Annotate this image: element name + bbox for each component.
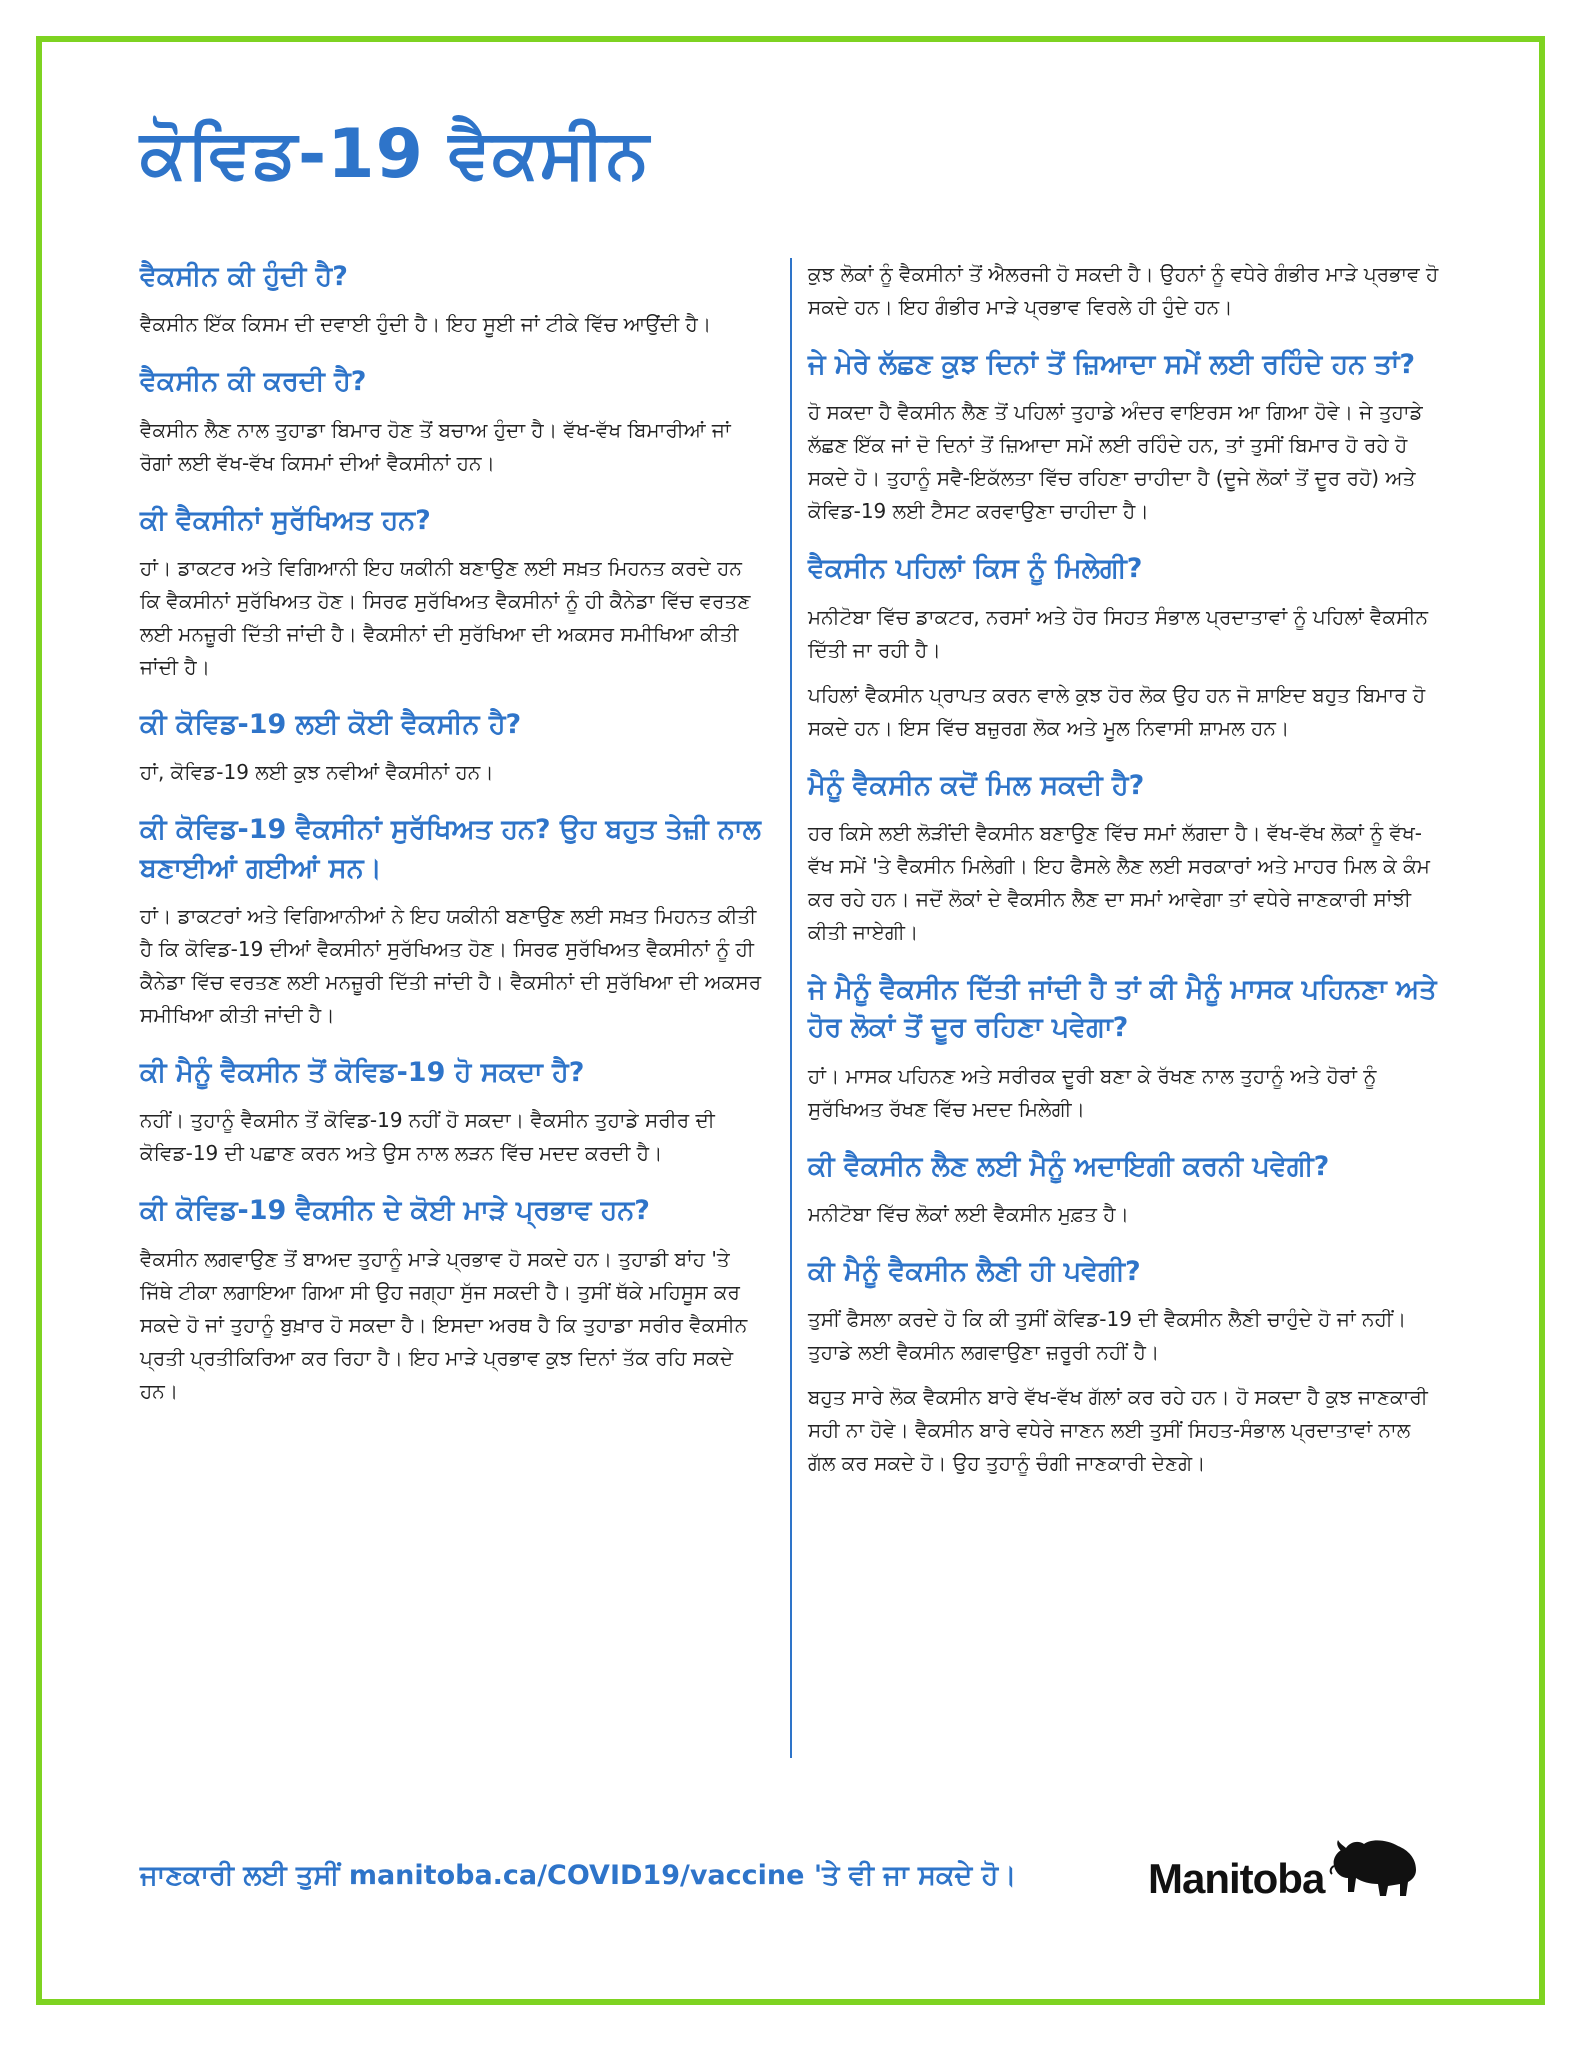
faq-answer: ਹਾਂ। ਡਾਕਟਰਾਂ ਅਤੇ ਵਿਗਿਆਨੀਆਂ ਨੇ ਇਹ ਯਕੀਨੀ ਬਣਾਉਣ ਲਈ ਸਖ਼ਤ ਮਿਹਨਤ ਕੀਤੀ ਹੈ ਕਿ ਕੋਵਿਡ-19 ਦੀਆਂ ਵੈਕਸੀਨਾਂ ਸੁਰੱਖਿਅਤ ਹੋਣ। ਸਿਰਫ ਸੁਰੱਖਿਅਤ ਵੈਕਸੀਨਾਂ ਨੂੰ ਹੀ ਕੈਨੇਡਾ ਵਿੱਚ ਵਰਤਣ ਲਈ ਮਨਜ਼ੂਰੀ ਦਿੱਤੀ ਜਾਂਦੀ ਹੈ। ਵੈਕਸੀਨਾਂ ਦੀ ਸੁਰੱਖਿਆ ਦੀ ਅਕਸਰ ਸਮੀਖਿਆ ਕੀਤੀ ਜਾਂਦੀ ਹੈ। — [140, 903, 762, 1027]
faq-question: ਜੇ ਮੈਨੂੰ ਵੈਕਸੀਨ ਦਿੱਤੀ ਜਾਂਦੀ ਹੈ ਤਾਂ ਕੀ ਮੈਨੂੰ ਮਾਸਕ ਪਹਿਨਣਾ ਅਤੇ ਹੋਰ ਲੋਕਾਂ ਤੋਂ ਦੂਰ ਰਹਿਣਾ ਪਵੇਗਾ? — [808, 973, 1437, 1044]
faq-answer: ਨਹੀਂ। ਤੁਹਾਨੂੰ ਵੈਕਸੀਨ ਤੋਂ ਕੋਵਿਡ-19 ਨਹੀਂ ਹੋ ਸਕਦਾ। ਵੈਕਸੀਨ ਤੁਹਾਡੇ ਸਰੀਰ ਦੀ ਕੋਵਿਡ-19 ਦੀ ਪਛਾਣ ਕਰਨ ਅਤੇ ਉਸ ਨਾਲ ਲੜਨ ਵਿੱਚ ਮਦਦ ਕਰਦੀ ਹੈ। — [140, 1108, 715, 1166]
page-title: ਕੋਵਿਡ-19 ਵੈਕਸੀਨ — [140, 115, 650, 194]
faq-answer: ਬਹੁਤ ਸਾਰੇ ਲੋਕ ਵੈਕਸੀਨ ਬਾਰੇ ਵੱਖ-ਵੱਖ ਗੱਲਾਂ ਕਰ ਰਹੇ ਹਨ। ਹੋ ਸਕਦਾ ਹੈ ਕੁਝ ਜਾਣਕਾਰੀ ਸਹੀ ਨਾ ਹੋਵੇ। ਵੈਕਸੀਨ ਬਾਰੇ ਵਧੇਰੇ ਜਾਣਨ ਲਈ ਤੁਸੀਂ ਸਿਹਤ-ਸੰਭਾਲ ਪ੍ਰਦਾਤਾਵਾਂ ਨਾਲ ਗੱਲ ਕਰ ਸਕਦੇ ਹੋ। ਉਹ ਤੁਹਾਨੂੰ ਚੰਗੀ ਜਾਣਕਾਰੀ ਦੇਣਗੇ। — [808, 1385, 1428, 1476]
faq-question: ਜੇ ਮੇਰੇ ਲੱਛਣ ਕੁਝ ਦਿਨਾਂ ਤੋਂ ਜ਼ਿਆਦਾ ਸਮੇਂ ਲਈ ਰਹਿੰਦੇ ਹਨ ਤਾਂ? — [808, 349, 1416, 380]
faq-answer: ਮਨੀਟੋਬਾ ਵਿੱਚ ਡਾਕਟਰ, ਨਰਸਾਂ ਅਤੇ ਹੋਰ ਸਿਹਤ ਸੰਭਾਲ ਪ੍ਰਦਾਤਾਵਾਂ ਨੂੰ ਪਹਿਲਾਂ ਵੈਕਸੀਨ ਦਿੱਤੀ ਜਾ ਰਹੀ ਹੈ। — [808, 604, 1428, 662]
faq-section — [140, 363, 768, 479]
faq-section — [140, 1192, 768, 1407]
logo-wordmark: Manitoba — [1148, 1855, 1325, 1902]
faq-section — [140, 706, 768, 789]
faq-section — [140, 1054, 768, 1170]
faq-answer: ਮਨੀਟੋਬਾ ਵਿੱਚ ਲੋਕਾਂ ਲਈ ਵੈਕਸੀਨ ਮੁਫ਼ਤ ਹੈ। — [808, 1201, 1130, 1226]
faq-section — [140, 811, 768, 1032]
faq-section — [808, 767, 1440, 949]
faq-section — [808, 258, 1440, 324]
faq-question: ਕੀ ਕੋਵਿਡ-19 ਲਈ ਕੋਈ ਵੈਕਸੀਨ ਹੈ? — [140, 708, 522, 740]
faq-question: ਕੀ ਵੈਕਸੀਨ ਲੈਣ ਲਈ ਮੈਨੂੰ ਅਦਾਇਗੀ ਕਰਨੀ ਪਵੇਗੀ? — [808, 1150, 1330, 1182]
faq-question: ਵੈਕਸੀਨ ਪਹਿਲਾਂ ਕਿਸ ਨੂੰ ਮਿਲੇਗੀ? — [808, 553, 1143, 585]
faq-section — [140, 502, 768, 684]
faq-question: ਕੀ ਮੈਨੂੰ ਵੈਕਸੀਨ ਤੋਂ ਕੋਵਿਡ-19 ਹੋ ਸਕਦਾ ਹੈ? — [140, 1056, 585, 1088]
left-column — [140, 258, 768, 1430]
manitoba-logo — [1148, 1836, 1420, 1900]
faq-answer: ਹਾਂ, ਕੋਵਿਡ-19 ਲਈ ਕੁਝ ਨਵੀਆਂ ਵੈਕਸੀਨਾਂ ਹਨ। — [140, 760, 494, 785]
faq-question: ਕੀ ਕੋਵਿਡ-19 ਵੈਕਸੀਨ ਦੇ ਕੋਈ ਮਾੜੇ ਪ੍ਰਭਾਵ ਹਨ? — [140, 1195, 650, 1227]
column-divider — [790, 258, 792, 1758]
bison-icon — [1328, 1836, 1420, 1900]
faq-question: ਕੀ ਕੋਵਿਡ-19 ਵੈਕਸੀਨਾਂ ਸੁਰੱਖਿਅਤ ਹਨ? ਉਹ ਬਹੁਤ ਤੇਜ਼ੀ ਨਾਲ ਬਣਾਈਆਂ ਗਈਆਂ ਸਨ। — [140, 814, 761, 884]
faq-answer: ਹੋ ਸਕਦਾ ਹੈ ਵੈਕਸੀਨ ਲੈਣ ਤੋਂ ਪਹਿਲਾਂ ਤੁਹਾਡੇ ਅੰਦਰ ਵਾਇਰਸ ਆ ਗਿਆ ਹੋਵੇ। ਜੇ ਤੁਹਾਡੇ ਲੱਛਣ ਇੱਕ ਜਾਂ ਦੋ ਦਿਨਾਂ ਤੋਂ ਜ਼ਿਆਦਾ ਸਮੇਂ ਲਈ ਰਹਿੰਦੇ ਹਨ, ਤਾਂ ਤੁਸੀਂ ਬਿਮਾਰ ਹੋ ਰਹੇ ਹੋ ਸਕਦੇ ਹੋ। ਤੁਹਾਨੂੰ ਸਵੈ-ਇਕੱਲਤਾ ਵਿੱਚ ਰਹਿਣਾ ਚਾਹੀਦਾ ਹੈ (ਦੂਜੇ ਲੋਕਾਂ ਤੋਂ ਦੂਰ ਰਹੋ) ਅਤੇ ਕੋਵਿਡ-19 ਲਈ ਟੈਸਟ ਕਰਵਾਉਣਾ ਚਾਹੀਦਾ ਹੈ। — [808, 400, 1423, 524]
faq-question: ਮੈਨੂੰ ਵੈਕਸੀਨ ਕਦੋਂ ਮਿਲ ਸਕਦੀ ਹੈ? — [808, 769, 1145, 801]
faq-section — [808, 1148, 1440, 1231]
faq-question: ਵੈਕਸੀਨ ਕੀ ਕਰਦੀ ਹੈ? — [140, 366, 367, 398]
faq-answer: ਵੈਕਸੀਨ ਲਗਵਾਉਣ ਤੋਂ ਬਾਅਦ ਤੁਹਾਨੂੰ ਮਾੜੇ ਪ੍ਰਭਾਵ ਹੋ ਸਕਦੇ ਹਨ। ਤੁਹਾਡੀ ਬਾਂਹ 'ਤੇ ਜਿੱਥੇ ਟੀਕਾ ਲਗਾਇਆ ਗਿਆ ਸੀ ਉਹ ਜਗ੍ਹਾ ਸੁੱਜ ਸਕਦੀ ਹੈ। ਤੁਸੀਂ ਥੱਕੇ ਮਹਿਸੂਸ ਕਰ ਸਕਦੇ ਹੋ ਜਾਂ ਤੁਹਾਨੂੰ ਬੁਖ਼ਾਰ ਹੋ ਸਕਦਾ ਹੈ। ਇਸਦਾ ਅਰਥ ਹੈ ਕਿ ਤੁਹਾਡਾ ਸਰੀਰ ਵੈਕਸੀਨ ਪ੍ਰਤੀ ਪ੍ਰਤੀਕਿਰਿਆ ਕਰ ਰਿਹਾ ਹੈ। ਇਹ ਮਾੜੇ ਪ੍ਰਭਾਵ ਕੁਝ ਦਿਨਾਂ ਤੱਕ ਰਹਿ ਸਕਦੇ ਹਨ। — [140, 1246, 748, 1403]
faq-answer: ਵੈਕਸੀਨ ਇੱਕ ਕਿਸਮ ਦੀ ਦਵਾਈ ਹੁੰਦੀ ਹੈ। ਇਹ ਸੂਈ ਜਾਂ ਟੀਕੇ ਵਿੱਚ ਆਉਂਦੀ ਹੈ। — [140, 312, 712, 337]
faq-answer: ਵੈਕਸੀਨ ਲੈਣ ਨਾਲ ਤੁਹਾਡਾ ਬਿਮਾਰ ਹੋਣ ਤੋਂ ਬਚਾਅ ਹੁੰਦਾ ਹੈ। ਵੱਖ-ਵੱਖ ਬਿਮਾਰੀਆਂ ਜਾਂ ਰੋਗਾਂ ਲਈ ਵੱਖ-ਵੱਖ ਕਿਸਮਾਂ ਦੀਆਂ ਵੈਕਸੀਨਾਂ ਹਨ। — [140, 417, 731, 475]
faq-section — [140, 258, 768, 341]
faq-answer: ਹਾਂ। ਡਾਕਟਰ ਅਤੇ ਵਿਗਿਆਨੀ ਇਹ ਯਕੀਨੀ ਬਣਾਉਣ ਲਈ ਸਖ਼ਤ ਮਿਹਨਤ ਕਰਦੇ ਹਨ ਕਿ ਵੈਕਸੀਨਾਂ ਸੁਰੱਖਿਅਤ ਹੋਣ। ਸਿਰਫ ਸੁਰੱਖਿਅਤ ਵੈਕਸੀਨਾਂ ਨੂੰ ਹੀ ਕੈਨੇਡਾ ਵਿੱਚ ਵਰਤਣ ਲਈ ਮਨਜ਼ੂਰੀ ਦਿੱਤੀ ਜਾਂਦੀ ਹੈ। ਵੈਕਸੀਨਾਂ ਦੀ ਸੁਰੱਖਿਆ ਦੀ ਅਕਸਰ ਸਮੀਖਿਆ ਕੀਤੀ ਜਾਂਦੀ ਹੈ। — [140, 555, 751, 679]
faq-answer: ਪਹਿਲਾਂ ਵੈਕਸੀਨ ਪ੍ਰਾਪਤ ਕਰਨ ਵਾਲੇ ਕੁਝ ਹੋਰ ਲੋਕ ਉਹ ਹਨ ਜੋ ਸ਼ਾਇਦ ਬਹੁਤ ਬਿਮਾਰ ਹੋ ਸਕਦੇ ਹਨ। ਇਸ ਵਿੱਚ ਬਜ਼ੁਰਗ ਲੋਕ ਅਤੇ ਮੂਲ ਨਿਵਾਸੀ ਸ਼ਾਮਲ ਹਨ। — [808, 682, 1426, 740]
faq-answer: ਹਰ ਕਿਸੇ ਲਈ ਲੋੜੀਂਦੀ ਵੈਕਸੀਨ ਬਣਾਉਣ ਵਿੱਚ ਸਮਾਂ ਲੱਗਦਾ ਹੈ। ਵੱਖ-ਵੱਖ ਲੋਕਾਂ ਨੂੰ ਵੱਖ-ਵੱਖ ਸਮੇਂ 'ਤੇ ਵੈਕਸੀਨ ਮਿਲੇਗੀ। ਇਹ ਫੈਸਲੇ ਲੈਣ ਲਈ ਸਰਕਾਰਾਂ ਅਤੇ ਮਾਹਰ ਮਿਲ ਕੇ ਕੰਮ ਕਰ ਰਹੇ ਹਨ। ਜਦੋਂ ਲੋਕਾਂ ਦੇ ਵੈਕਸੀਨ ਲੈਣ ਦਾ ਸਮਾਂ ਆਵੇਗਾ ਤਾਂ ਵਧੇਰੇ ਜਾਣਕਾਰੀ ਸਾਂਝੀ ਕੀਤੀ ਜਾਏਗੀ। — [808, 820, 1430, 944]
faq-section — [808, 346, 1440, 528]
faq-answer: ਹਾਂ। ਮਾਸਕ ਪਹਿਨਣ ਅਤੇ ਸਰੀਰਕ ਦੂਰੀ ਬਣਾ ਕੇ ਰੱਖਣ ਨਾਲ ਤੁਹਾਨੂੰ ਅਤੇ ਹੋਰਾਂ ਨੂੰ ਸੁਰੱਖਿਅਤ ਰੱਖਣ ਵਿੱਚ ਮਦਦ ਮਿਲੇਗੀ। — [808, 1063, 1377, 1121]
faq-section — [808, 1253, 1440, 1480]
faq-answer: ਕੁਝ ਲੋਕਾਂ ਨੂੰ ਵੈਕਸੀਨਾਂ ਤੋਂ ਐਲਰਜੀ ਹੋ ਸਕਦੀ ਹੈ। ਉਹਨਾਂ ਨੂੰ ਵਧੇਰੇ ਗੰਭੀਰ ਮਾੜੇ ਪ੍ਰਭਾਵ ਹੋ ਸਕਦੇ ਹਨ। ਇਹ ਗੰਭੀਰ ਮਾੜੇ ਪ੍ਰਭਾਵ ਵਿਰਲੇ ਹੀ ਹੁੰਦੇ ਹਨ। — [808, 262, 1439, 319]
faq-section — [808, 971, 1440, 1126]
faq-question: ਕੀ ਮੈਨੂੰ ਵੈਕਸੀਨ ਲੈਣੀ ਹੀ ਪਵੇਗੀ? — [808, 1255, 1141, 1287]
faq-question: ਕੀ ਵੈਕਸੀਨਾਂ ਸੁਰੱਖਿਅਤ ਹਨ? — [140, 504, 431, 536]
footer-text: ਜਾਣਕਾਰੀ ਲਈ ਤੁਸੀਂ manitoba.ca/COVID19/vaccine 'ਤੇ ਵੀ ਜਾ ਸਕਦੇ ਹੋ। — [140, 1860, 1017, 1891]
faq-answer: ਤੁਸੀਂ ਫੈਸਲਾ ਕਰਦੇ ਹੋ ਕਿ ਕੀ ਤੁਸੀਂ ਕੋਵਿਡ-19 ਦੀ ਵੈਕਸੀਨ ਲੈਣੀ ਚਾਹੁੰਦੇ ਹੋ ਜਾਂ ਨਹੀਂ। ਤੁਹਾਡੇ ਲਈ ਵੈਕਸੀਨ ਲਗਵਾਉਣਾ ਜ਼ਰੂਰੀ ਨਹੀਂ ਹੈ। — [808, 1307, 1407, 1365]
right-column — [808, 258, 1440, 1502]
faq-question: ਵੈਕਸੀਨ ਕੀ ਹੁੰਦੀ ਹੈ? — [140, 261, 348, 292]
faq-section — [808, 550, 1440, 744]
